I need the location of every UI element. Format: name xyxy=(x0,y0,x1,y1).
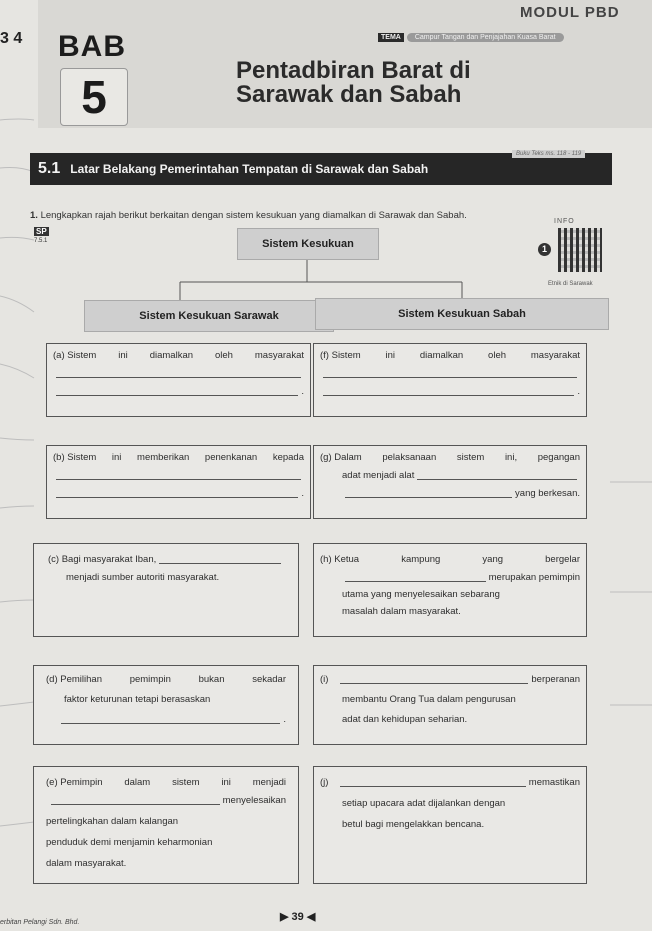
item-a-box xyxy=(46,343,311,417)
item-d-end: . xyxy=(283,714,286,725)
qr-number-badge: 1 xyxy=(538,243,551,256)
item-b-text: Sistem ini memberikan penenkanan kepada xyxy=(67,452,304,463)
item-c-box xyxy=(33,543,299,637)
item-c-blank-1[interactable] xyxy=(159,563,281,564)
item-b-label: (b) xyxy=(53,452,65,463)
section-number: 5.1 xyxy=(38,160,61,177)
item-d-line2: faktor keturunan tetapi berasaskan xyxy=(64,694,211,705)
item-g-blank-2[interactable] xyxy=(345,497,512,498)
item-c-label: (c) xyxy=(48,554,60,565)
item-j-line3: betul bagi mengelakkan bencana. xyxy=(342,819,485,830)
item-i-line3: adat dan kehidupan seharian. xyxy=(342,714,468,725)
item-h-line3: utama yang menyelesaikan sebarang xyxy=(342,589,500,600)
item-h-line2: merupakan pemimpin xyxy=(488,572,580,583)
item-a-blank-2[interactable] xyxy=(56,395,298,396)
question-1 xyxy=(30,210,467,221)
sp-reference: 7.5.1 xyxy=(34,238,48,244)
info-label: INFO xyxy=(554,218,575,225)
item-b-box xyxy=(46,445,311,519)
item-e-line3: pertelingkahan dalam kalangan xyxy=(46,816,179,827)
item-d-blank-1[interactable] xyxy=(61,723,280,724)
item-f-blank-2[interactable] xyxy=(323,395,574,396)
item-f-end: . xyxy=(577,386,580,397)
item-h-text: Ketua kampung yang bergelar xyxy=(334,554,580,565)
theme-banner xyxy=(378,33,564,42)
chapter-title-line1: Pentadbiran Barat di xyxy=(236,57,471,84)
item-c-line1: Bagi masyarakat Iban, xyxy=(61,554,157,565)
textbook-reference: Buku Teks ms. 118 - 119 xyxy=(512,150,585,158)
qr-code-icon[interactable] xyxy=(558,228,602,272)
item-e-blank-1[interactable] xyxy=(51,804,220,805)
item-c-line2: menjadi sumber autoriti masyarakat. xyxy=(66,572,220,583)
item-b-blank-1[interactable] xyxy=(56,479,301,480)
item-i-label: (i) xyxy=(320,674,329,685)
theme-text: Campur Tangan dan Penjajahan Kuasa Barat xyxy=(407,33,564,42)
question-number: 1. xyxy=(30,210,38,221)
page-number-value: 39 xyxy=(291,911,304,923)
item-f-text: Sistem ini diamalkan oleh masyarakat xyxy=(331,350,580,361)
item-e-text: Pemimpin dalam sistem ini menjadi xyxy=(60,777,286,788)
item-g-line3: yang berkesan. xyxy=(515,488,580,499)
item-g-label: (g) xyxy=(320,452,332,463)
item-a-text: Sistem ini diamalkan oleh masyarakat xyxy=(67,350,304,361)
chapter-title-line2: Sarawak dan Sabah xyxy=(236,81,462,108)
item-j-line2: setiap upacara adat dijalankan dengan xyxy=(342,798,506,809)
item-f-blank-1[interactable] xyxy=(323,377,577,378)
item-i-blank-1[interactable] xyxy=(340,683,528,684)
item-a-blank-1[interactable] xyxy=(56,377,301,378)
item-h-box xyxy=(313,543,587,637)
item-g-blank-1[interactable] xyxy=(417,479,577,480)
item-e-line5: dalam masyarakat. xyxy=(46,858,127,869)
question-text: Lengkapkan rajah berikut berkaitan dengan sistem kesukuan yang diamalkan di Sarawak dan Sabah. xyxy=(40,210,467,221)
item-d-label: (d) xyxy=(46,674,58,685)
item-e-line4: penduduk demi menjamin keharmonian xyxy=(46,837,213,848)
item-i-line2: membantu Orang Tua dalam pengurusan xyxy=(342,694,516,705)
item-j-label: (j) xyxy=(320,777,329,788)
item-i-box xyxy=(313,665,587,745)
item-b-end: . xyxy=(301,488,304,499)
diagram-root-box: Sistem Kesukuan xyxy=(237,228,379,260)
item-e-line2: menyelesaikan xyxy=(222,795,286,806)
item-a-label: (a) xyxy=(53,350,65,361)
item-b-blank-2[interactable] xyxy=(56,497,298,498)
item-h-label: (h) xyxy=(320,554,332,565)
chapter-number: 5 xyxy=(60,68,128,126)
item-e-box xyxy=(33,766,299,884)
qr-caption: Etnik di Sarawak xyxy=(548,281,593,287)
arrow-left-icon: ◀ xyxy=(306,911,316,923)
item-d-text: Pemilihan pemimpin bukan sekadar xyxy=(60,674,286,685)
item-j-line1: memastikan xyxy=(528,777,580,788)
module-label: MODUL PBD xyxy=(520,4,620,21)
sp-badge: SP xyxy=(36,227,47,236)
item-a-end: . xyxy=(301,386,304,397)
sarawak-heading-box: Sistem Kesukuan Sarawak xyxy=(84,300,334,332)
item-h-line4: masalah dalam masyarakat. xyxy=(342,606,461,617)
sabah-heading-box: Sistem Kesukuan Sabah xyxy=(315,298,609,330)
item-f-label: (f) xyxy=(320,350,329,361)
item-e-label: (e) xyxy=(46,777,58,788)
publisher-footer: erbitan Pelangi Sdn. Bhd. xyxy=(0,919,80,926)
item-j-blank-1[interactable] xyxy=(340,786,525,787)
page-number xyxy=(280,910,315,923)
theme-badge: TEMA xyxy=(378,33,404,42)
item-d-box xyxy=(33,665,299,745)
item-i-line1: berperanan xyxy=(531,674,580,685)
item-g-line2: adat menjadi alat xyxy=(342,470,415,481)
arrow-right-icon: ▶ xyxy=(280,911,289,923)
item-h-blank-1[interactable] xyxy=(345,581,486,582)
page-edge-text: 3 4 xyxy=(0,30,23,47)
section-title: Latar Belakang Pemerintahan Tempatan di Sarawak dan Sabah xyxy=(70,162,429,176)
item-g-box xyxy=(313,445,587,519)
chapter-word: BAB xyxy=(58,30,126,63)
item-g-text: Dalam pelaksanaan sistem ini, pegangan xyxy=(334,452,580,463)
item-f-box xyxy=(313,343,587,417)
item-j-box xyxy=(313,766,587,884)
